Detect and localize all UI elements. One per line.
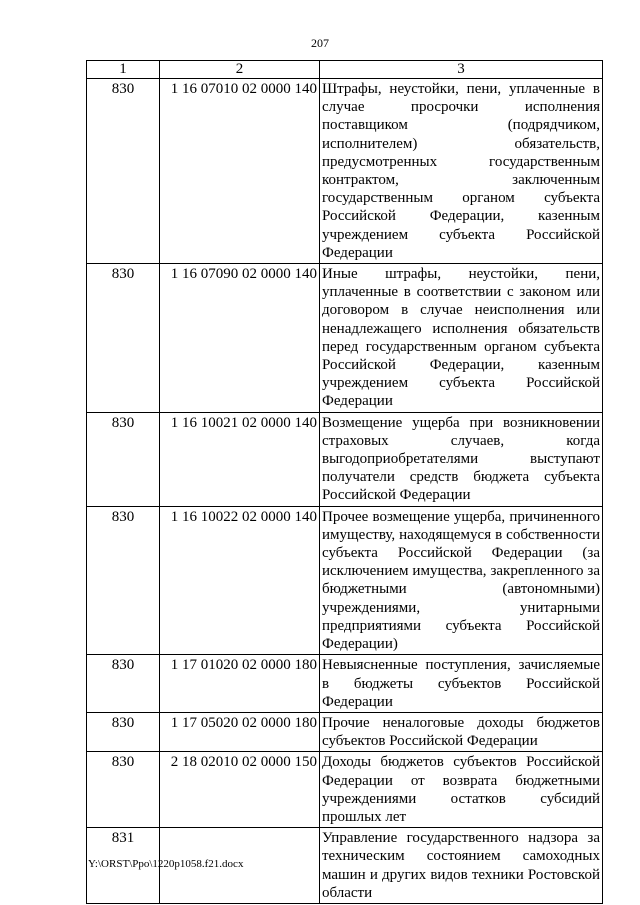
table-row [87, 752, 603, 828]
description-cell: Невыясненные поступления, зачисляемые в бюджеты субъектов Российской Федерации [320, 655, 603, 713]
file-path-footer: Y:\ORST\Ppo\1220p1058.f21.docx [88, 858, 244, 870]
column-header-2: 2 [160, 61, 320, 79]
table-row [87, 712, 603, 751]
admin-code-cell: 830 [87, 264, 160, 413]
admin-code-cell: 830 [87, 655, 160, 713]
kbk-code-cell: 2 18 02010 02 0000 150 [160, 752, 320, 828]
table-row [87, 412, 603, 506]
table-row [87, 79, 603, 264]
admin-code-cell: 830 [87, 79, 160, 264]
kbk-code-cell: 1 17 01020 02 0000 180 [160, 655, 320, 713]
kbk-code-cell: 1 16 07090 02 0000 140 [160, 264, 320, 413]
table-row [87, 655, 603, 713]
description-cell: Прочие неналоговые доходы бюджетов субъектов Российской Федерации [320, 712, 603, 751]
admin-code-cell: 830 [87, 752, 160, 828]
column-header-1: 1 [87, 61, 160, 79]
description-cell: Доходы бюджетов субъектов Российской Федерации от возврата бюджетными учреждениями остатков субсидий прошлых лет [320, 752, 603, 828]
kbk-code-cell: 1 16 10022 02 0000 140 [160, 506, 320, 655]
description-cell: Штрафы, неустойки, пени, уплаченные в случае просрочки исполнения поставщиком (подрядчиком, исполнителем) обязательств, предусмотренных государственным контрактом, заключенным государственным органом субъекта Российской Федерации, казенным учреждением субъекта Российской Федерации [320, 79, 603, 264]
admin-code-cell: 830 [87, 412, 160, 506]
kbk-code-cell: 1 16 10021 02 0000 140 [160, 412, 320, 506]
table-row [87, 506, 603, 655]
description-cell: Управление государственного надзора за техническим состоянием самоходных машин и других видов техники Ростовской области [320, 828, 603, 904]
admin-code-cell: 830 [87, 506, 160, 655]
admin-code-cell: 830 [87, 712, 160, 751]
description-cell: Прочее возмещение ущерба, причиненного имуществу, находящемуся в собственности субъекта Российской Федерации (за исключением имущества, закрепленного за бюджетными (автономными) учреждениями, унитарными предприятиями субъекта Российской Федерации) [320, 506, 603, 655]
kbk-code-cell: 1 16 07010 02 0000 140 [160, 79, 320, 264]
table-header-row [87, 61, 603, 79]
description-cell: Возмещение ущерба при возникновении страховых случаев, когда выгодоприобретателями выступают получатели средств бюджета субъекта Российской Федерации [320, 412, 603, 506]
budget-classification-table [86, 60, 603, 904]
description-cell: Иные штрафы, неустойки, пени, уплаченные в соответствии с законом или договором в случае неисполнения или ненадлежащего исполнения обязательств перед государственным органом субъекта Российской Федерации, казенным учреждением субъекта Российской Федерации [320, 264, 603, 413]
page-number: 207 [311, 36, 329, 50]
column-header-3: 3 [320, 61, 603, 79]
kbk-code-cell: 1 17 05020 02 0000 180 [160, 712, 320, 751]
admin-code-cell: 831 [87, 828, 160, 904]
table-row [87, 264, 603, 413]
